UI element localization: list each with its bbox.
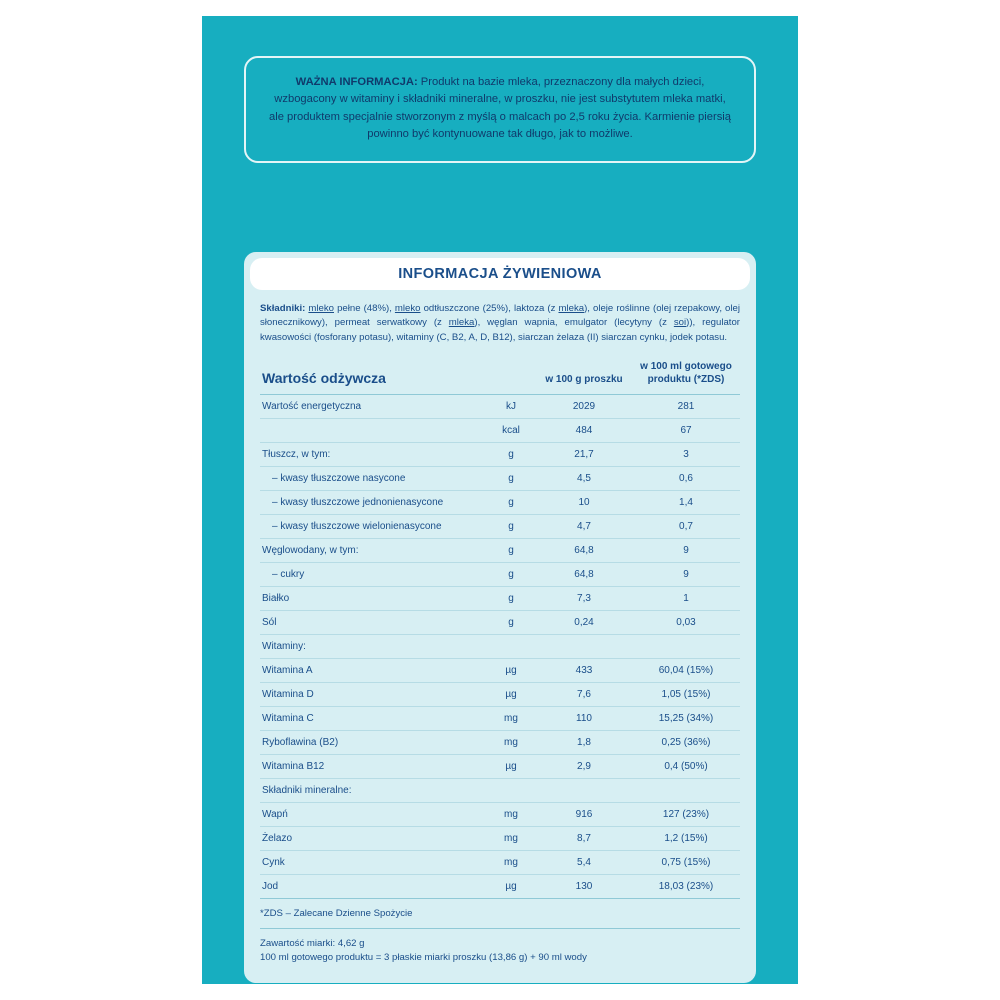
cell-per-100ml bbox=[632, 779, 740, 803]
cell-per-100g: 916 bbox=[536, 803, 632, 827]
cell-nutrient: – kwasy tłuszczowe nasycone bbox=[260, 467, 486, 491]
cell-per-100ml: 127 (23%) bbox=[632, 803, 740, 827]
cell-per-100ml: 281 bbox=[632, 395, 740, 419]
cell-per-100g: 21,7 bbox=[536, 443, 632, 467]
cell-unit: g bbox=[486, 563, 536, 587]
cell-unit: g bbox=[486, 515, 536, 539]
important-notice-label: WAŻNA INFORMACJA: bbox=[295, 76, 418, 88]
cell-per-100ml: 0,6 bbox=[632, 467, 740, 491]
cell-unit: mg bbox=[486, 803, 536, 827]
cell-nutrient: Składniki mineralne: bbox=[260, 779, 486, 803]
cell-nutrient: Wartość energetyczna bbox=[260, 395, 486, 419]
table-row bbox=[260, 587, 740, 611]
ingredients-text: mleko pełne (48%), mleko odtłuszczone (25%), laktoza (z mleka), oleje roślinne (olej rzepakowy, olej słonecznikowy), permeat serwatkowy (z mleka), węglan wapnia, emulgator (lecytyny (z soi)), regulator kwasowości (fosforany potasu), witaminy (C, B2, A, D, B12), siarczan żelaza (II) siarczan cynku, jodek potasu. bbox=[260, 303, 740, 343]
important-notice-box bbox=[244, 56, 756, 163]
header-per-100g-powder: w 100 g proszku bbox=[536, 355, 632, 395]
cell-per-100g: 130 bbox=[536, 875, 632, 899]
cell-nutrient: Witamina D bbox=[260, 683, 486, 707]
cell-nutrient: Witamina A bbox=[260, 659, 486, 683]
cell-unit: mg bbox=[486, 827, 536, 851]
table-row bbox=[260, 851, 740, 875]
cell-unit: g bbox=[486, 587, 536, 611]
cell-unit: g bbox=[486, 539, 536, 563]
cell-nutrient: Witamina C bbox=[260, 707, 486, 731]
cell-unit bbox=[486, 635, 536, 659]
footnote-divider bbox=[260, 928, 740, 929]
cell-nutrient: – kwasy tłuszczowe jednonienasycone bbox=[260, 491, 486, 515]
cell-nutrient: Sól bbox=[260, 611, 486, 635]
cell-nutrient: Jod bbox=[260, 875, 486, 899]
cell-per-100ml: 67 bbox=[632, 419, 740, 443]
cell-unit: kJ bbox=[486, 395, 536, 419]
cell-per-100g: 484 bbox=[536, 419, 632, 443]
table-row bbox=[260, 683, 740, 707]
cell-per-100ml: 0,4 (50%) bbox=[632, 755, 740, 779]
table-header-row bbox=[260, 355, 740, 395]
nutrition-card bbox=[244, 252, 756, 983]
table-row bbox=[260, 875, 740, 899]
cell-nutrient: Witaminy: bbox=[260, 635, 486, 659]
important-notice-text: Produkt na bazie mleka, przeznaczony dla małych dzieci, wzbogacony w witaminy i składniki mineralne, w proszku, nie jest substytutem mleka matki, ale produktem specjalnie stworzonym z myślą o malcach po 2,5 roku życia. Karmienie piersią powinno być kontynuowane tak długo, jak to możliwe. bbox=[269, 76, 731, 141]
cell-per-100g: 433 bbox=[536, 659, 632, 683]
cell-nutrient: Witamina B12 bbox=[260, 755, 486, 779]
cell-per-100g: 10 bbox=[536, 491, 632, 515]
nutrition-table bbox=[260, 355, 740, 899]
header-nutrition-value: Wartość odżywcza bbox=[260, 355, 486, 395]
cell-per-100ml: 0,03 bbox=[632, 611, 740, 635]
footnote-scoop: Zawartość miarki: 4,62 g bbox=[260, 937, 365, 949]
table-row bbox=[260, 659, 740, 683]
table-row bbox=[260, 467, 740, 491]
cell-unit: g bbox=[486, 611, 536, 635]
cell-nutrient: Węglowodany, w tym: bbox=[260, 539, 486, 563]
cell-per-100g: 2,9 bbox=[536, 755, 632, 779]
cell-per-100ml: 1 bbox=[632, 587, 740, 611]
cell-unit: mg bbox=[486, 731, 536, 755]
table-row bbox=[260, 491, 740, 515]
cell-per-100ml: 9 bbox=[632, 563, 740, 587]
cell-per-100g bbox=[536, 779, 632, 803]
cell-per-100ml: 0,25 (36%) bbox=[632, 731, 740, 755]
cell-unit: µg bbox=[486, 755, 536, 779]
cell-nutrient: Tłuszcz, w tym: bbox=[260, 443, 486, 467]
cell-per-100g: 0,24 bbox=[536, 611, 632, 635]
cell-per-100g: 5,4 bbox=[536, 851, 632, 875]
cell-per-100g: 4,7 bbox=[536, 515, 632, 539]
header-unit bbox=[486, 355, 536, 395]
cell-per-100ml: 60,04 (15%) bbox=[632, 659, 740, 683]
nutrition-card-title: INFORMACJA ŻYWIENIOWA bbox=[250, 258, 750, 290]
table-row bbox=[260, 419, 740, 443]
cell-nutrient: Białko bbox=[260, 587, 486, 611]
cell-unit: g bbox=[486, 443, 536, 467]
cell-unit: mg bbox=[486, 707, 536, 731]
cell-per-100ml: 3 bbox=[632, 443, 740, 467]
table-row bbox=[260, 515, 740, 539]
table-row bbox=[260, 779, 740, 803]
cell-unit bbox=[486, 779, 536, 803]
cell-per-100ml: 15,25 (34%) bbox=[632, 707, 740, 731]
table-row bbox=[260, 539, 740, 563]
cell-per-100g: 8,7 bbox=[536, 827, 632, 851]
cell-per-100g bbox=[536, 635, 632, 659]
cell-unit: kcal bbox=[486, 419, 536, 443]
cell-per-100ml: 1,2 (15%) bbox=[632, 827, 740, 851]
cell-per-100g: 2029 bbox=[536, 395, 632, 419]
cell-nutrient: Cynk bbox=[260, 851, 486, 875]
table-row bbox=[260, 563, 740, 587]
table-row bbox=[260, 731, 740, 755]
cell-unit: µg bbox=[486, 659, 536, 683]
cell-per-100g: 7,3 bbox=[536, 587, 632, 611]
cell-per-100g: 64,8 bbox=[536, 563, 632, 587]
cell-nutrient bbox=[260, 419, 486, 443]
cell-per-100ml: 0,75 (15%) bbox=[632, 851, 740, 875]
cell-unit: mg bbox=[486, 851, 536, 875]
cell-unit: µg bbox=[486, 875, 536, 899]
cell-per-100ml: 1,05 (15%) bbox=[632, 683, 740, 707]
cell-per-100ml: 0,7 bbox=[632, 515, 740, 539]
table-row bbox=[260, 755, 740, 779]
cell-nutrient: – cukry bbox=[260, 563, 486, 587]
table-row bbox=[260, 707, 740, 731]
cell-nutrient: Wapń bbox=[260, 803, 486, 827]
footnote-preparation: 100 ml gotowego produktu = 3 płaskie miarki proszku (13,86 g) + 90 ml wody bbox=[260, 951, 587, 963]
cell-nutrient: Ryboflawina (B2) bbox=[260, 731, 486, 755]
cell-nutrient: Żelazo bbox=[260, 827, 486, 851]
cell-per-100g: 110 bbox=[536, 707, 632, 731]
cell-per-100g: 7,6 bbox=[536, 683, 632, 707]
table-row bbox=[260, 635, 740, 659]
product-panel bbox=[202, 16, 798, 984]
footnotes bbox=[244, 899, 756, 965]
table-row bbox=[260, 611, 740, 635]
header-per-100ml-prepared: w 100 ml gotowego produktu (*ZDS) bbox=[632, 355, 740, 395]
cell-per-100g: 1,8 bbox=[536, 731, 632, 755]
cell-per-100ml: 1,4 bbox=[632, 491, 740, 515]
cell-unit: g bbox=[486, 467, 536, 491]
cell-per-100g: 64,8 bbox=[536, 539, 632, 563]
ingredients-label: Składniki: bbox=[260, 303, 306, 314]
cell-per-100g: 4,5 bbox=[536, 467, 632, 491]
cell-nutrient: – kwasy tłuszczowe wielonienasycone bbox=[260, 515, 486, 539]
cell-per-100ml: 9 bbox=[632, 539, 740, 563]
footnote-zds: *ZDS – Zalecane Dzienne Spożycie bbox=[260, 908, 413, 920]
table-row bbox=[260, 827, 740, 851]
nutrition-table-body bbox=[260, 395, 740, 899]
cell-per-100ml bbox=[632, 635, 740, 659]
cell-per-100ml: 18,03 (23%) bbox=[632, 875, 740, 899]
cell-unit: µg bbox=[486, 683, 536, 707]
table-row bbox=[260, 803, 740, 827]
cell-unit: g bbox=[486, 491, 536, 515]
ingredients-paragraph bbox=[244, 290, 756, 349]
table-row bbox=[260, 395, 740, 419]
table-row bbox=[260, 443, 740, 467]
